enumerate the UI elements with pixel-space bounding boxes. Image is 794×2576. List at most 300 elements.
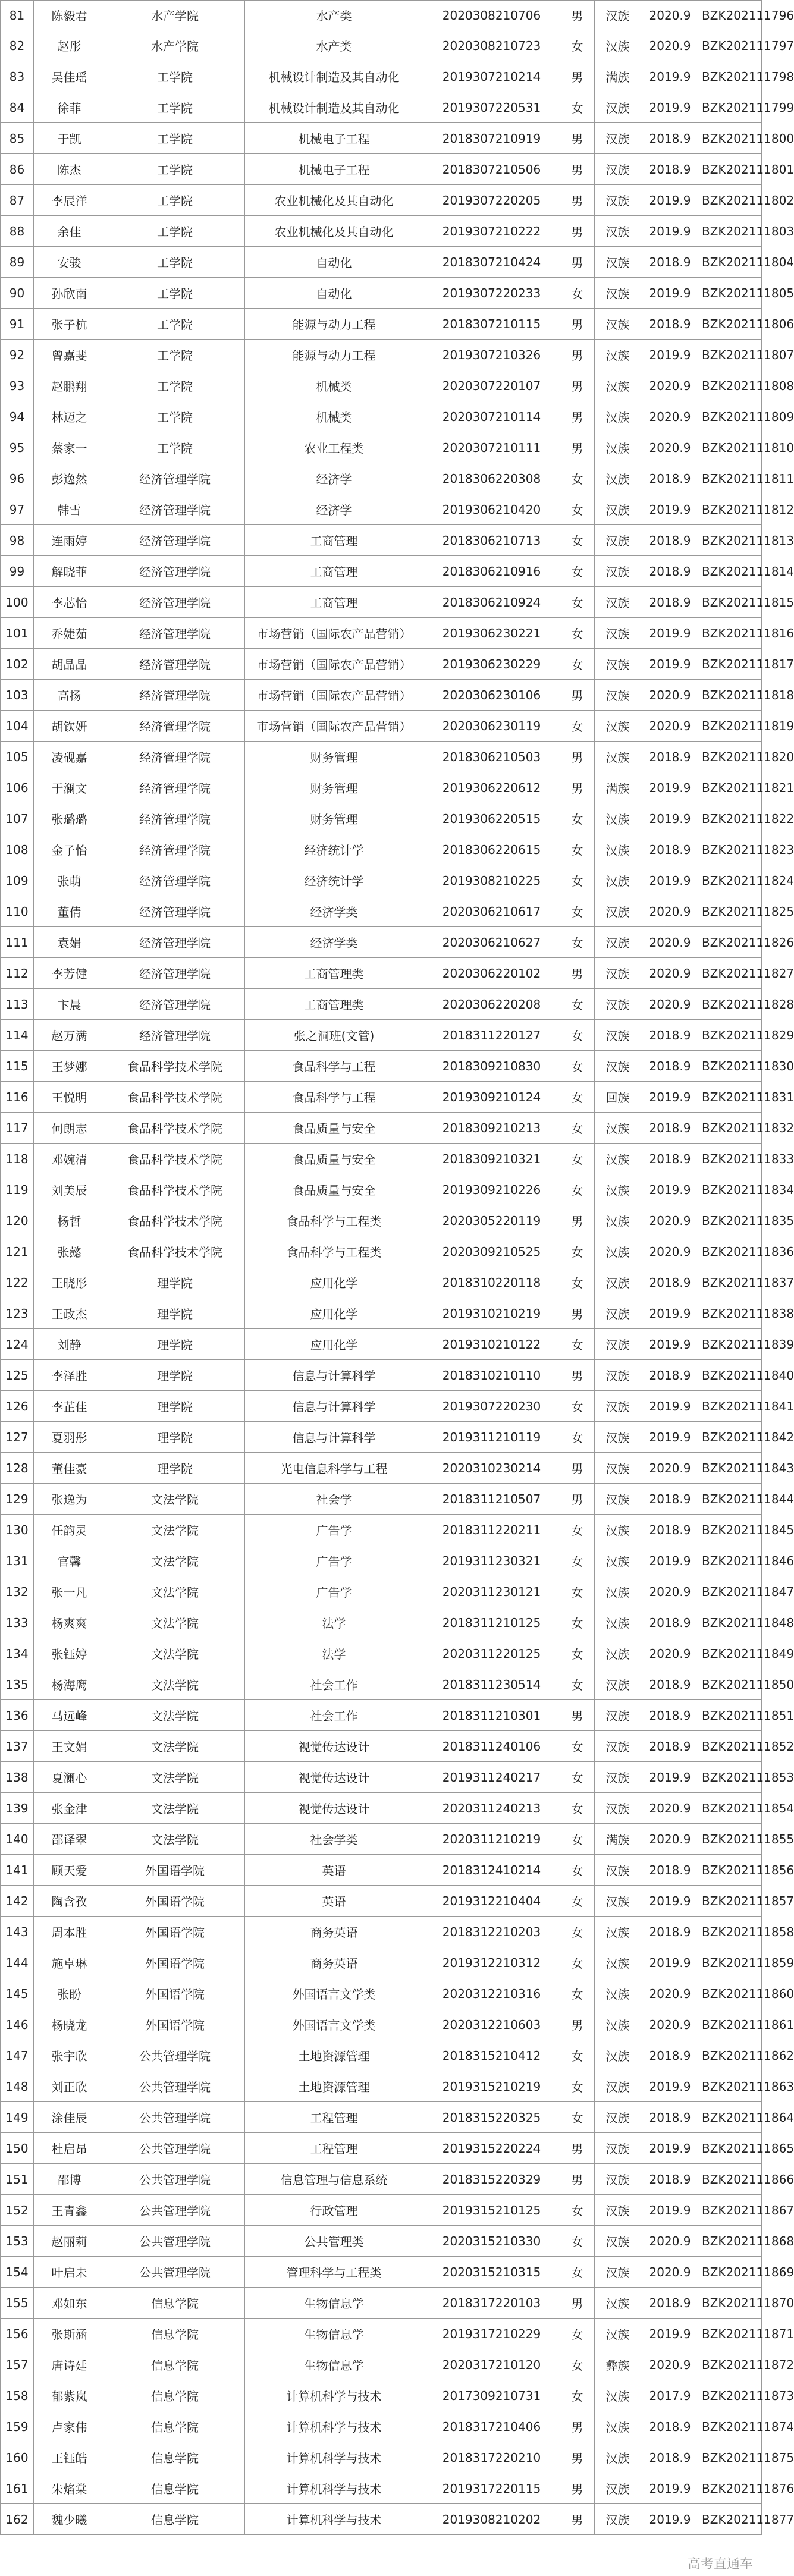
certificate-number-cell: BZK202111848 xyxy=(699,1607,762,1638)
certificate-number-cell: BZK202111866 xyxy=(699,2164,762,2195)
row-number-cell: 135 xyxy=(1,1669,34,1700)
major-cell: 食品科学与工程类 xyxy=(245,1205,423,1236)
major-cell: 信息管理与信息系统 xyxy=(245,2164,423,2195)
student-name-cell: 于澜文 xyxy=(34,772,105,803)
row-number-cell: 104 xyxy=(1,711,34,742)
major-cell: 计算机科学与技术 xyxy=(245,2442,423,2473)
student-name-cell: 董倩 xyxy=(34,896,105,927)
row-number-cell: 145 xyxy=(1,1978,34,2009)
table-row xyxy=(1,463,762,494)
enrollment-year-cell: 2020.9 xyxy=(641,2226,699,2257)
table-row xyxy=(1,1824,762,1855)
certificate-number-cell: BZK202111804 xyxy=(699,247,762,278)
student-name-cell: 刘美辰 xyxy=(34,1174,105,1205)
table-row xyxy=(1,834,762,865)
college-cell: 公共管理学院 xyxy=(105,2102,245,2133)
gender-cell: 男 xyxy=(560,958,595,989)
certificate-number-cell: BZK202111797 xyxy=(699,30,762,61)
table-row xyxy=(1,2009,762,2040)
student-id-cell: 2017309210731 xyxy=(423,2380,560,2411)
gender-cell: 女 xyxy=(560,1020,595,1051)
table-row xyxy=(1,896,762,927)
enrollment-year-cell: 2019.9 xyxy=(641,216,699,247)
certificate-number-cell: BZK202111835 xyxy=(699,1205,762,1236)
major-cell: 社会工作 xyxy=(245,1700,423,1731)
certificate-number-cell: BZK202111814 xyxy=(699,556,762,587)
table-row xyxy=(1,1947,762,1978)
enrollment-year-cell: 2019.9 xyxy=(641,92,699,123)
ethnicity-cell: 汉族 xyxy=(595,927,641,958)
enrollment-year-cell: 2019.9 xyxy=(641,1886,699,1917)
student-name-cell: 蔡家一 xyxy=(34,432,105,463)
college-cell: 公共管理学院 xyxy=(105,2133,245,2164)
certificate-number-cell: BZK202111803 xyxy=(699,216,762,247)
college-cell: 水产学院 xyxy=(105,30,245,61)
certificate-number-cell: BZK202111801 xyxy=(699,154,762,185)
table-row xyxy=(1,247,762,278)
student-id-cell: 2020311230121 xyxy=(423,1576,560,1607)
college-cell: 工学院 xyxy=(105,432,245,463)
gender-cell: 男 xyxy=(560,185,595,216)
row-number-cell: 152 xyxy=(1,2195,34,2226)
enrollment-year-cell: 2017.9 xyxy=(641,2380,699,2411)
certificate-number-cell: BZK202111811 xyxy=(699,463,762,494)
student-name-cell: 夏羽彤 xyxy=(34,1422,105,1453)
ethnicity-cell: 汉族 xyxy=(595,2380,641,2411)
major-cell: 机械类 xyxy=(245,370,423,401)
enrollment-year-cell: 2018.9 xyxy=(641,1051,699,1082)
student-id-cell: 2018307210506 xyxy=(423,154,560,185)
college-cell: 经济管理学院 xyxy=(105,834,245,865)
enrollment-year-cell: 2018.9 xyxy=(641,247,699,278)
certificate-number-cell: BZK202111834 xyxy=(699,1174,762,1205)
certificate-number-cell: BZK202111865 xyxy=(699,2133,762,2164)
major-cell: 管理科学与工程类 xyxy=(245,2257,423,2288)
gender-cell: 女 xyxy=(560,1391,595,1422)
enrollment-year-cell: 2018.9 xyxy=(641,1607,699,1638)
student-id-cell: 2020317210120 xyxy=(423,2349,560,2380)
student-name-cell: 张金津 xyxy=(34,1793,105,1824)
row-number-cell: 105 xyxy=(1,742,34,772)
student-name-cell: 赵万满 xyxy=(34,1020,105,1051)
student-id-cell: 2019315210219 xyxy=(423,2071,560,2102)
student-name-cell: 杨晓龙 xyxy=(34,2009,105,2040)
table-row xyxy=(1,1360,762,1391)
student-id-cell: 2018306220615 xyxy=(423,834,560,865)
table-row xyxy=(1,1,762,30)
certificate-number-cell: BZK202111856 xyxy=(699,1855,762,1886)
gender-cell: 女 xyxy=(560,1329,595,1360)
table-row xyxy=(1,1484,762,1515)
college-cell: 经济管理学院 xyxy=(105,618,245,649)
ethnicity-cell: 汉族 xyxy=(595,2473,641,2504)
row-number-cell: 154 xyxy=(1,2257,34,2288)
certificate-number-cell: BZK202111825 xyxy=(699,896,762,927)
enrollment-year-cell: 2020.9 xyxy=(641,1453,699,1484)
gender-cell: 女 xyxy=(560,587,595,618)
enrollment-year-cell: 2018.9 xyxy=(641,742,699,772)
enrollment-year-cell: 2020.9 xyxy=(641,30,699,61)
student-id-cell: 2019317210229 xyxy=(423,2319,560,2349)
certificate-number-cell: BZK202111815 xyxy=(699,587,762,618)
ethnicity-cell: 汉族 xyxy=(595,525,641,556)
major-cell: 农业机械化及其自动化 xyxy=(245,216,423,247)
row-number-cell: 110 xyxy=(1,896,34,927)
enrollment-year-cell: 2020.9 xyxy=(641,958,699,989)
gender-cell: 男 xyxy=(560,2473,595,2504)
certificate-number-cell: BZK202111819 xyxy=(699,711,762,742)
major-cell: 机械类 xyxy=(245,401,423,432)
major-cell: 信息与计算科学 xyxy=(245,1360,423,1391)
college-cell: 文法学院 xyxy=(105,1669,245,1700)
major-cell: 商务英语 xyxy=(245,1947,423,1978)
major-cell: 工商管理类 xyxy=(245,958,423,989)
table-row xyxy=(1,432,762,463)
enrollment-year-cell: 2019.9 xyxy=(641,2473,699,2504)
table-row xyxy=(1,1020,762,1051)
row-number-cell: 119 xyxy=(1,1174,34,1205)
ethnicity-cell: 汉族 xyxy=(595,2009,641,2040)
enrollment-year-cell: 2018.9 xyxy=(641,154,699,185)
major-cell: 生物信息学 xyxy=(245,2288,423,2319)
student-name-cell: 邵译翠 xyxy=(34,1824,105,1855)
major-cell: 计算机科学与技术 xyxy=(245,2411,423,2442)
student-id-cell: 2018307210115 xyxy=(423,309,560,340)
student-name-cell: 孙欣南 xyxy=(34,278,105,309)
ethnicity-cell: 汉族 xyxy=(595,1484,641,1515)
gender-cell: 男 xyxy=(560,680,595,711)
ethnicity-cell: 汉族 xyxy=(595,1020,641,1051)
student-id-cell: 2019310210219 xyxy=(423,1298,560,1329)
ethnicity-cell: 汉族 xyxy=(595,1205,641,1236)
ethnicity-cell: 汉族 xyxy=(595,340,641,370)
gender-cell: 女 xyxy=(560,278,595,309)
table-row xyxy=(1,2319,762,2349)
gender-cell: 男 xyxy=(560,340,595,370)
table-row xyxy=(1,865,762,896)
enrollment-year-cell: 2018.9 xyxy=(641,2040,699,2071)
student-id-cell: 2020309210525 xyxy=(423,1236,560,1267)
major-cell: 英语 xyxy=(245,1886,423,1917)
certificate-number-cell: BZK202111808 xyxy=(699,370,762,401)
student-id-cell: 2020306210627 xyxy=(423,927,560,958)
college-cell: 经济管理学院 xyxy=(105,556,245,587)
college-cell: 文法学院 xyxy=(105,1762,245,1793)
table-row xyxy=(1,2226,762,2257)
college-cell: 信息学院 xyxy=(105,2442,245,2473)
ethnicity-cell: 汉族 xyxy=(595,803,641,834)
ethnicity-cell: 汉族 xyxy=(595,834,641,865)
certificate-number-cell: BZK202111798 xyxy=(699,61,762,92)
college-cell: 外国语学院 xyxy=(105,1886,245,1917)
row-number-cell: 96 xyxy=(1,463,34,494)
certificate-number-cell: BZK202111806 xyxy=(699,309,762,340)
ethnicity-cell: 汉族 xyxy=(595,1391,641,1422)
college-cell: 食品科学技术学院 xyxy=(105,1144,245,1174)
student-name-cell: 邵博 xyxy=(34,2164,105,2195)
major-cell: 水产类 xyxy=(245,30,423,61)
student-id-cell: 2020306230119 xyxy=(423,711,560,742)
gender-cell: 女 xyxy=(560,2195,595,2226)
row-number-cell: 122 xyxy=(1,1267,34,1298)
student-id-cell: 2018306210916 xyxy=(423,556,560,587)
ethnicity-cell: 满族 xyxy=(595,61,641,92)
row-number-cell: 83 xyxy=(1,61,34,92)
table-row xyxy=(1,2040,762,2071)
certificate-number-cell: BZK202111802 xyxy=(699,185,762,216)
major-cell: 外国语言文学类 xyxy=(245,2009,423,2040)
student-id-cell: 2019309210124 xyxy=(423,1082,560,1113)
certificate-number-cell: BZK202111829 xyxy=(699,1020,762,1051)
major-cell: 生物信息学 xyxy=(245,2319,423,2349)
gender-cell: 女 xyxy=(560,834,595,865)
table-row xyxy=(1,2102,762,2133)
table-row xyxy=(1,1669,762,1700)
certificate-number-cell: BZK202111805 xyxy=(699,278,762,309)
row-number-cell: 98 xyxy=(1,525,34,556)
gender-cell: 男 xyxy=(560,401,595,432)
college-cell: 经济管理学院 xyxy=(105,1020,245,1051)
student-name-cell: 张萌 xyxy=(34,865,105,896)
ethnicity-cell: 汉族 xyxy=(595,1515,641,1545)
enrollment-year-cell: 2020.9 xyxy=(641,370,699,401)
major-cell: 机械电子工程 xyxy=(245,154,423,185)
ethnicity-cell: 汉族 xyxy=(595,2257,641,2288)
certificate-number-cell: BZK202111844 xyxy=(699,1484,762,1515)
college-cell: 经济管理学院 xyxy=(105,742,245,772)
ethnicity-cell: 汉族 xyxy=(595,1422,641,1453)
student-name-cell: 李辰洋 xyxy=(34,185,105,216)
ethnicity-cell: 回族 xyxy=(595,1082,641,1113)
table-row xyxy=(1,1515,762,1545)
certificate-number-cell: BZK202111820 xyxy=(699,742,762,772)
major-cell: 广告学 xyxy=(245,1576,423,1607)
table-row xyxy=(1,1855,762,1886)
table-row xyxy=(1,1082,762,1113)
college-cell: 文法学院 xyxy=(105,1731,245,1762)
gender-cell: 女 xyxy=(560,1267,595,1298)
college-cell: 文法学院 xyxy=(105,1607,245,1638)
college-cell: 食品科学技术学院 xyxy=(105,1113,245,1144)
gender-cell: 男 xyxy=(560,2411,595,2442)
table-row xyxy=(1,1298,762,1329)
row-number-cell: 84 xyxy=(1,92,34,123)
row-number-cell: 126 xyxy=(1,1391,34,1422)
student-name-cell: 官馨 xyxy=(34,1545,105,1576)
row-number-cell: 125 xyxy=(1,1360,34,1391)
major-cell: 食品质量与安全 xyxy=(245,1174,423,1205)
student-id-cell: 2019311240217 xyxy=(423,1762,560,1793)
student-id-cell: 2020307210114 xyxy=(423,401,560,432)
student-id-cell: 2018317220210 xyxy=(423,2442,560,2473)
ethnicity-cell: 汉族 xyxy=(595,1607,641,1638)
gender-cell: 女 xyxy=(560,92,595,123)
table-row xyxy=(1,2411,762,2442)
student-id-cell: 2020308210723 xyxy=(423,30,560,61)
certificate-number-cell: BZK202111827 xyxy=(699,958,762,989)
major-cell: 计算机科学与技术 xyxy=(245,2504,423,2535)
gender-cell: 女 xyxy=(560,1051,595,1082)
ethnicity-cell: 汉族 xyxy=(595,2102,641,2133)
row-number-cell: 141 xyxy=(1,1855,34,1886)
ethnicity-cell: 汉族 xyxy=(595,1267,641,1298)
row-number-cell: 159 xyxy=(1,2411,34,2442)
college-cell: 理学院 xyxy=(105,1360,245,1391)
student-name-cell: 董佳豪 xyxy=(34,1453,105,1484)
college-cell: 食品科学技术学院 xyxy=(105,1174,245,1205)
student-id-cell: 2018307210919 xyxy=(423,123,560,154)
student-name-cell: 袁娟 xyxy=(34,927,105,958)
college-cell: 工学院 xyxy=(105,123,245,154)
certificate-number-cell: BZK202111870 xyxy=(699,2288,762,2319)
row-number-cell: 89 xyxy=(1,247,34,278)
major-cell: 土地资源管理 xyxy=(245,2040,423,2071)
enrollment-year-cell: 2020.9 xyxy=(641,1638,699,1669)
row-number-cell: 113 xyxy=(1,989,34,1020)
student-name-cell: 余佳 xyxy=(34,216,105,247)
gender-cell: 男 xyxy=(560,2009,595,2040)
ethnicity-cell: 汉族 xyxy=(595,2133,641,2164)
major-cell: 信息与计算科学 xyxy=(245,1391,423,1422)
ethnicity-cell: 汉族 xyxy=(595,1545,641,1576)
student-name-cell: 徐菲 xyxy=(34,92,105,123)
table-row xyxy=(1,278,762,309)
student-name-cell: 韩雪 xyxy=(34,494,105,525)
ethnicity-cell: 汉族 xyxy=(595,587,641,618)
enrollment-year-cell: 2019.9 xyxy=(641,1174,699,1205)
ethnicity-cell: 汉族 xyxy=(595,278,641,309)
student-id-cell: 2020306210617 xyxy=(423,896,560,927)
student-id-cell: 2019317220115 xyxy=(423,2473,560,2504)
table-row xyxy=(1,2473,762,2504)
major-cell: 广告学 xyxy=(245,1515,423,1545)
row-number-cell: 101 xyxy=(1,618,34,649)
gender-cell: 女 xyxy=(560,1793,595,1824)
student-name-cell: 张宇欣 xyxy=(34,2040,105,2071)
row-number-cell: 162 xyxy=(1,2504,34,2535)
row-number-cell: 160 xyxy=(1,2442,34,2473)
certificate-number-cell: BZK202111853 xyxy=(699,1762,762,1793)
ethnicity-cell: 汉族 xyxy=(595,865,641,896)
major-cell: 广告学 xyxy=(245,1545,423,1576)
major-cell: 机械设计制造及其自动化 xyxy=(245,92,423,123)
gender-cell: 女 xyxy=(560,1144,595,1174)
row-number-cell: 114 xyxy=(1,1020,34,1051)
student-name-cell: 陈杰 xyxy=(34,154,105,185)
gender-cell: 男 xyxy=(560,2133,595,2164)
ethnicity-cell: 汉族 xyxy=(595,92,641,123)
table-row xyxy=(1,216,762,247)
gender-cell: 女 xyxy=(560,1576,595,1607)
certificate-number-cell: BZK202111850 xyxy=(699,1669,762,1700)
major-cell: 市场营销（国际农产品营销） xyxy=(245,711,423,742)
enrollment-year-cell: 2018.9 xyxy=(641,1700,699,1731)
certificate-number-cell: BZK202111876 xyxy=(699,2473,762,2504)
student-name-cell: 王青鑫 xyxy=(34,2195,105,2226)
certificate-number-cell: BZK202111847 xyxy=(699,1576,762,1607)
enrollment-year-cell: 2020.9 xyxy=(641,927,699,958)
student-id-cell: 2019315210125 xyxy=(423,2195,560,2226)
student-id-cell: 2019311210119 xyxy=(423,1422,560,1453)
enrollment-year-cell: 2018.9 xyxy=(641,463,699,494)
row-number-cell: 115 xyxy=(1,1051,34,1082)
major-cell: 外国语言文学类 xyxy=(245,1978,423,2009)
student-id-cell: 2018315220325 xyxy=(423,2102,560,2133)
row-number-cell: 131 xyxy=(1,1545,34,1576)
row-number-cell: 150 xyxy=(1,2133,34,2164)
student-name-cell: 吴佳瑶 xyxy=(34,61,105,92)
gender-cell: 女 xyxy=(560,649,595,680)
college-cell: 信息学院 xyxy=(105,2349,245,2380)
row-number-cell: 81 xyxy=(1,1,34,30)
major-cell: 应用化学 xyxy=(245,1329,423,1360)
table-row xyxy=(1,1236,762,1267)
certificate-number-cell: BZK202111851 xyxy=(699,1700,762,1731)
gender-cell: 男 xyxy=(560,1,595,30)
ethnicity-cell: 汉族 xyxy=(595,463,641,494)
gender-cell: 男 xyxy=(560,370,595,401)
student-id-cell: 2018315210412 xyxy=(423,2040,560,2071)
enrollment-year-cell: 2019.9 xyxy=(641,340,699,370)
student-name-cell: 顾天爱 xyxy=(34,1855,105,1886)
student-name-cell: 胡晶晶 xyxy=(34,649,105,680)
student-name-cell: 于凯 xyxy=(34,123,105,154)
ethnicity-cell: 汉族 xyxy=(595,1453,641,1484)
enrollment-year-cell: 2019.9 xyxy=(641,1082,699,1113)
student-name-cell: 安骏 xyxy=(34,247,105,278)
student-name-cell: 马远峰 xyxy=(34,1700,105,1731)
student-id-cell: 2019307210326 xyxy=(423,340,560,370)
certificate-number-cell: BZK202111843 xyxy=(699,1453,762,1484)
table-row xyxy=(1,803,762,834)
certificate-number-cell: BZK202111809 xyxy=(699,401,762,432)
row-number-cell: 92 xyxy=(1,340,34,370)
major-cell: 工商管理类 xyxy=(245,989,423,1020)
gender-cell: 女 xyxy=(560,2349,595,2380)
major-cell: 应用化学 xyxy=(245,1298,423,1329)
student-id-cell: 2019309210226 xyxy=(423,1174,560,1205)
row-number-cell: 136 xyxy=(1,1700,34,1731)
table-row xyxy=(1,1762,762,1793)
certificate-number-cell: BZK202111872 xyxy=(699,2349,762,2380)
major-cell: 财务管理 xyxy=(245,772,423,803)
table-row xyxy=(1,1267,762,1298)
major-cell: 经济学类 xyxy=(245,927,423,958)
student-id-cell: 2019307210214 xyxy=(423,61,560,92)
student-id-cell: 2019306220515 xyxy=(423,803,560,834)
row-number-cell: 120 xyxy=(1,1205,34,1236)
student-id-cell: 2019307220233 xyxy=(423,278,560,309)
gender-cell: 女 xyxy=(560,30,595,61)
major-cell: 商务英语 xyxy=(245,1917,423,1947)
college-cell: 外国语学院 xyxy=(105,1978,245,2009)
table-row xyxy=(1,309,762,340)
major-cell: 经济统计学 xyxy=(245,865,423,896)
enrollment-year-cell: 2018.9 xyxy=(641,1731,699,1762)
enrollment-year-cell: 2019.9 xyxy=(641,865,699,896)
ethnicity-cell: 汉族 xyxy=(595,154,641,185)
table-row xyxy=(1,1422,762,1453)
college-cell: 水产学院 xyxy=(105,1,245,30)
gender-cell: 女 xyxy=(560,1824,595,1855)
enrollment-year-cell: 2020.9 xyxy=(641,1978,699,2009)
enrollment-year-cell: 2020.9 xyxy=(641,2257,699,2288)
table-row xyxy=(1,1607,762,1638)
major-cell: 张之洞班(文管) xyxy=(245,1020,423,1051)
enrollment-year-cell: 2019.9 xyxy=(641,772,699,803)
gender-cell: 女 xyxy=(560,2380,595,2411)
student-name-cell: 杨哲 xyxy=(34,1205,105,1236)
